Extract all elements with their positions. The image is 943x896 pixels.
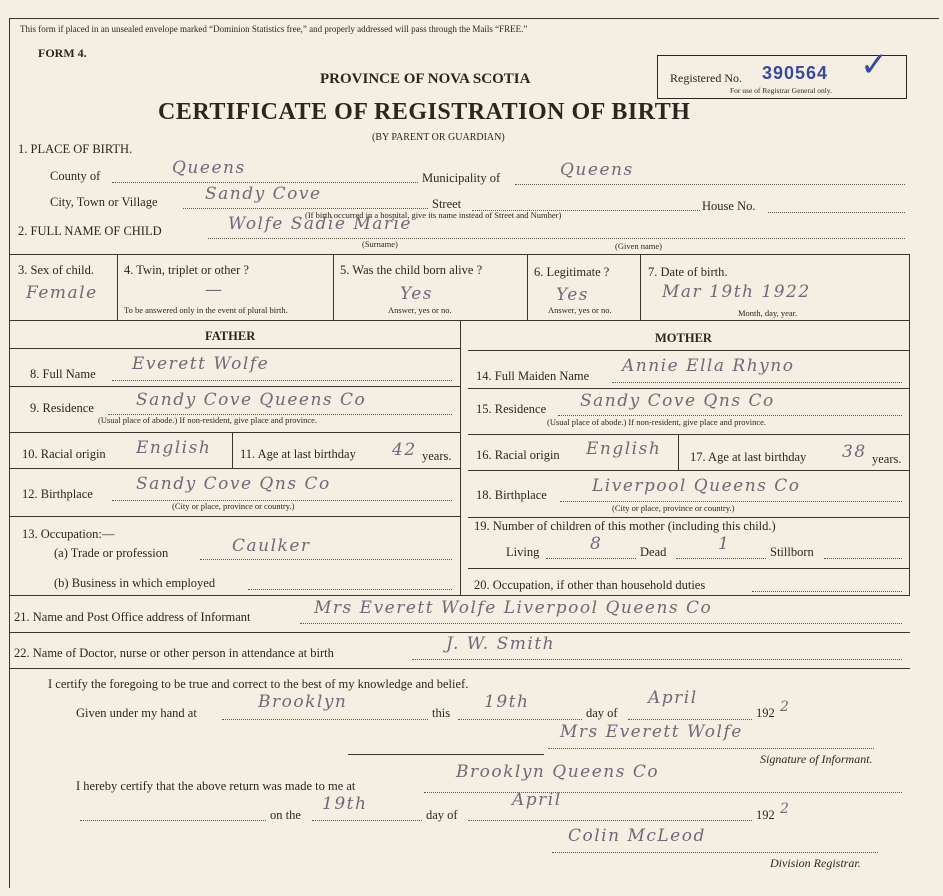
registrar-month-line <box>468 820 752 821</box>
place-of-birth-heading: 1. PLACE OF BIRTH. <box>18 142 133 156</box>
county-line <box>112 182 418 183</box>
legitimate-label: 6. Legitimate ? <box>534 265 610 279</box>
children-count-label: 19. Number of children of this mother (including this child.) <box>474 519 776 533</box>
rule <box>10 348 460 349</box>
county-label: County of <box>50 169 101 183</box>
hospital-note: (If birth occurred in a hospital, give its name instead of Street and Number) <box>305 210 562 220</box>
mother-occupation-line <box>752 591 902 592</box>
registrar-signature-line <box>552 852 878 853</box>
day-line <box>458 719 582 720</box>
registrar-signature: Colin McLeod <box>568 826 706 846</box>
born-alive-label: 5. Was the child born alive ? <box>340 263 483 277</box>
check-mark-icon: ✓ <box>860 45 889 85</box>
registered-label: Registered No. <box>670 71 742 85</box>
registrar-note: For use of Registrar General only. <box>730 86 832 95</box>
registrar-day-of-label: day of <box>426 808 458 822</box>
certify-month-value: April <box>648 688 698 708</box>
this-label: this <box>432 706 451 720</box>
date-of-birth-label: 7. Date of birth. <box>648 265 728 279</box>
mother-racial-label: 16. Racial origin <box>476 448 560 462</box>
province-heading: PROVINCE OF NOVA SCOTIA <box>320 71 531 87</box>
certify-day-value: 19th <box>484 692 530 712</box>
rule <box>10 254 910 255</box>
subtitle: (BY PARENT OR GUARDIAN) <box>372 132 505 143</box>
on-the-label: on the <box>270 808 301 822</box>
father-residence-value: Sandy Cove Queens Co <box>136 390 367 410</box>
city-label: City, Town or Village <box>50 195 158 209</box>
father-birthplace-label: 12. Birthplace <box>22 487 93 501</box>
mother-racial-value: English <box>586 439 662 459</box>
mother-heading: MOTHER <box>655 331 712 345</box>
mother-residence-note: (Usual place of abode.) If non-resident, give place and province. <box>547 417 767 427</box>
street-label: Street <box>432 197 462 211</box>
house-number-label: House No. <box>702 199 756 213</box>
legitimate-note: Answer, yes or no. <box>548 305 612 315</box>
rule <box>640 254 641 320</box>
child-name-label: 2. FULL NAME OF CHILD <box>18 224 162 238</box>
child-name-value: Wolfe Sadie Marie <box>228 214 412 234</box>
registrar-year-suffix: 2 <box>780 801 789 817</box>
rule <box>10 386 460 387</box>
rule <box>909 254 910 320</box>
mother-birthplace-value: Liverpool Queens Co <box>592 476 801 496</box>
rule <box>468 517 909 518</box>
father-years-label: years. <box>422 449 452 463</box>
given-under-label: Given under my hand at <box>76 706 197 720</box>
mother-residence-value: Sandy Cove Qns Co <box>580 391 775 411</box>
registrar-month-value: April <box>512 790 562 810</box>
rule <box>468 350 909 351</box>
father-birthplace-value: Sandy Cove Qns Co <box>136 474 331 494</box>
living-line <box>546 558 636 559</box>
day-of-label: day of <box>586 706 618 720</box>
mother-occupation-label: 20. Occupation, if other than household duties <box>474 578 706 592</box>
mother-birthplace-line <box>560 501 902 502</box>
date-of-birth-value: Mar 19th 1922 <box>662 282 811 302</box>
mother-age-value: 38 <box>842 442 867 462</box>
rule <box>10 516 460 517</box>
municipality-line <box>515 184 905 185</box>
rule <box>678 434 679 470</box>
left-border <box>9 18 10 888</box>
father-name-value: Everett Wolfe <box>132 354 270 374</box>
signature-label: Signature of Informant. <box>760 752 873 766</box>
rule <box>10 595 910 596</box>
legitimate-value: Yes <box>556 285 590 305</box>
child-name-line <box>208 238 905 239</box>
trade-line <box>200 559 452 560</box>
registrar-day-value: 19th <box>322 794 368 814</box>
father-residence-note: (Usual place of abode.) If non-resident, give place and province. <box>98 415 318 425</box>
living-value: 8 <box>590 534 603 554</box>
trade-value: Caulker <box>232 536 311 556</box>
informant-signature: Mrs Everett Wolfe <box>560 722 743 742</box>
city-value: Sandy Cove <box>205 184 322 204</box>
municipality-label: Municipality of <box>422 171 501 185</box>
top-border <box>9 18 939 19</box>
sex-value: Female <box>26 283 98 303</box>
rule <box>527 254 528 320</box>
date-of-birth-note: Month, day, year. <box>738 308 798 318</box>
rule <box>232 432 233 468</box>
mother-name-value: Annie Ella Rhyno <box>622 356 795 376</box>
informant-label: 21. Name and Post Office address of Informant <box>14 610 251 624</box>
mother-birthplace-note: (City or place, province or country.) <box>612 503 735 513</box>
twin-note: To be answered only in the event of plural birth. <box>124 305 288 315</box>
dead-value: 1 <box>718 534 731 554</box>
registrar-day-line <box>312 820 422 821</box>
doctor-label: 22. Name of Doctor, nurse or other person in attendance at birth <box>14 646 334 660</box>
rule <box>460 320 461 595</box>
signature-line <box>548 748 874 749</box>
dead-line <box>676 558 766 559</box>
rule <box>117 254 118 320</box>
father-birthplace-note: (City or place, province or country.) <box>172 501 295 511</box>
rule <box>909 320 910 595</box>
father-residence-label: 9. Residence <box>30 401 94 415</box>
rule <box>468 434 909 435</box>
rule <box>333 254 334 320</box>
mother-age-label: 17. Age at last birthday <box>690 450 807 464</box>
given-place-line <box>222 719 428 720</box>
informant-value: Mrs Everett Wolfe Liverpool Queens Co <box>314 598 713 618</box>
born-alive-value: Yes <box>400 284 434 304</box>
rule <box>468 388 909 389</box>
certify-statement: I certify the foregoing to be true and correct to the best of my knowledge and belief. <box>48 677 469 691</box>
given-place-value: Brooklyn <box>258 692 348 712</box>
certify-year-prefix: 192 <box>756 706 775 720</box>
division-registrar-label: Division Registrar. <box>770 856 861 870</box>
registrar-year-prefix: 192 <box>756 808 775 822</box>
rule <box>468 470 909 471</box>
father-racial-value: English <box>136 438 212 458</box>
father-age-label: 11. Age at last birthday <box>240 447 356 461</box>
mother-residence-label: 15. Residence <box>476 402 547 416</box>
twin-value: — <box>205 280 224 300</box>
mother-residence-line <box>558 415 902 416</box>
registrar-place-line <box>424 792 902 793</box>
doctor-value: J. W. Smith <box>446 634 556 654</box>
born-alive-note: Answer, yes or no. <box>388 305 452 315</box>
surname-note: (Surname) <box>362 239 398 249</box>
twin-label: 4. Twin, triplet or other ? <box>124 263 249 277</box>
business-label: (b) Business in which employed <box>54 576 216 590</box>
rule <box>10 632 910 633</box>
mother-years-label: years. <box>872 452 902 466</box>
registrar-place-value: Brooklyn Queens Co <box>456 762 660 782</box>
mother-birthplace-label: 18. Birthplace <box>476 488 547 502</box>
father-age-value: 42 <box>392 440 417 460</box>
municipality-value: Queens <box>560 160 634 180</box>
registrar-statement: I hereby certify that the above return was made to me at <box>76 779 356 793</box>
given-name-note: (Given name) <box>615 241 662 251</box>
informant-line <box>300 623 902 624</box>
month-line <box>628 719 752 720</box>
mother-name-label: 14. Full Maiden Name <box>476 369 590 383</box>
house-number-line <box>768 212 905 213</box>
father-occupation-label: 13. Occupation:— <box>22 527 115 541</box>
certify-year-suffix: 2 <box>780 699 789 715</box>
mail-notice: This form if placed in an unsealed envelope marked “Dominion Statistics free,” and properly addressed will pass through the Mails “FREE.” <box>20 24 528 34</box>
mother-name-line <box>612 382 902 383</box>
city-line <box>183 208 428 209</box>
living-label: Living <box>506 545 540 559</box>
business-line <box>248 589 452 590</box>
rule <box>10 468 460 469</box>
rule <box>468 568 909 569</box>
father-racial-label: 10. Racial origin <box>22 447 106 461</box>
father-name-line <box>112 380 452 381</box>
father-heading: FATHER <box>205 329 256 343</box>
father-name-label: 8. Full Name <box>30 367 96 381</box>
rule <box>10 432 460 433</box>
doctor-line <box>412 659 902 660</box>
stillborn-label: Stillborn <box>770 545 814 559</box>
form-number: FORM 4. <box>38 46 87 60</box>
registrar-lead-line <box>80 820 266 821</box>
registered-number: 390564 <box>762 63 829 83</box>
stillborn-line <box>824 558 902 559</box>
page-title: CERTIFICATE OF REGISTRATION OF BIRTH <box>158 99 691 125</box>
dead-label: Dead <box>640 545 667 559</box>
rule <box>10 668 910 669</box>
rule <box>348 754 544 755</box>
trade-label: (a) Trade or profession <box>54 546 169 560</box>
county-value: Queens <box>172 158 246 178</box>
sex-label: 3. Sex of child. <box>18 263 95 277</box>
